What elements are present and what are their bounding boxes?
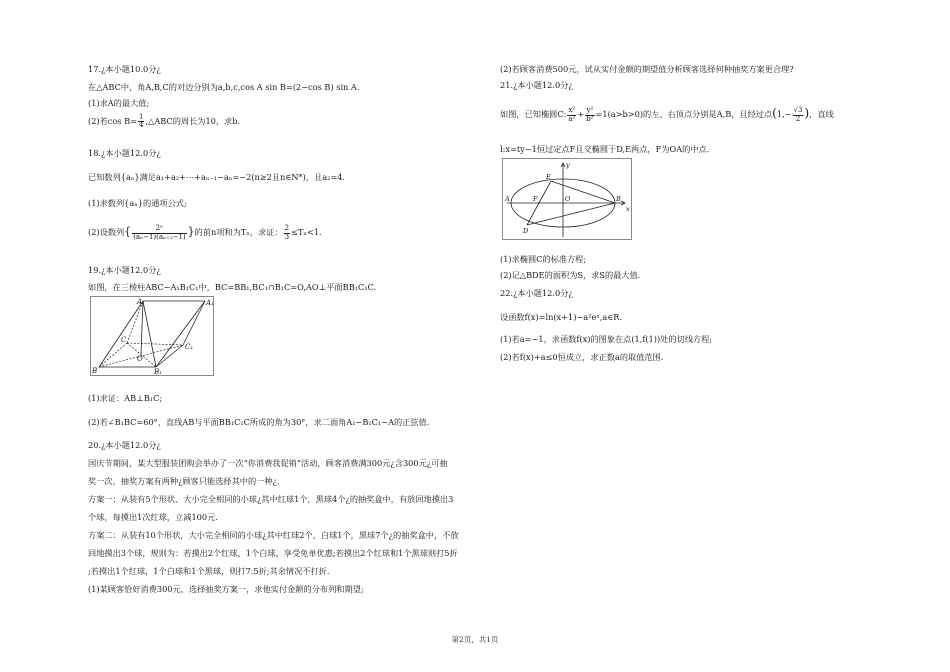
q18-heading: 18.¿本小题12.0分¿ bbox=[88, 148, 161, 158]
q20-line4: 个球，每摸出1次红球，立减100元. bbox=[88, 512, 218, 522]
line-d-b bbox=[527, 203, 615, 225]
q17-line3-b: ,△ABC的周长为10，求b. bbox=[145, 115, 241, 126]
q17-line2: (1)求A的最大值; bbox=[88, 98, 150, 108]
q22-line1: 设函数f(x)=ln(x+1)−a²eˣ,a∈R. bbox=[500, 312, 623, 322]
q21-frac-x-den: a² bbox=[568, 114, 576, 123]
q21-plus: + bbox=[577, 109, 585, 119]
q21-line2: l:x=ty−1恒过定点F且交椭圆于D,E两点，F为OA的中点. bbox=[500, 144, 710, 154]
q20-heading: 20.¿本小题12.0分¿ bbox=[88, 440, 161, 450]
q18-line3-c: ≤Tₙ<1. bbox=[291, 227, 322, 237]
q21-frac-sqrt bbox=[793, 107, 804, 123]
q20-line6: 回地摸出3个球，规则为：若摸出2个红球，1个白球，享受免单优惠;若摸出2个红球和1个黑球则打5折 bbox=[88, 548, 458, 558]
line-e-b bbox=[551, 181, 615, 203]
q19-line3: (2)若∠B₁BC=60°，直线AB与平面BB₁C₁C所成的角为30°，求二面角A₁−B₁C₁−A的正弦值. bbox=[88, 417, 430, 427]
q21-frac-x bbox=[567, 107, 576, 123]
q18-line1: 已知数列{aₙ}满足a₁+a₂+⋯+aₙ₋₁−aₙ=−2(n≥2且n∈N*)，且a₂=4. bbox=[88, 172, 346, 182]
edge-b1-a1 bbox=[156, 301, 205, 367]
q21-frac-sqrt-den: 2 bbox=[795, 114, 801, 123]
q20-line2: 奖一次，抽奖方案有两种¿顾客只能选择其中的一种¿. bbox=[88, 476, 280, 486]
q18-brace-open: { bbox=[124, 225, 132, 238]
q18-fraction bbox=[132, 225, 186, 241]
q17-heading: 17.¿本小题10.0分¿ bbox=[88, 64, 161, 74]
q17-line1: 在△ABC中，角A,B,C的对边分别为a,b,c,cos A sin B=(2−cos B) sin A. bbox=[88, 82, 360, 92]
q21-frac-y-num: y² bbox=[586, 106, 594, 115]
ellipse-diagram bbox=[503, 159, 631, 239]
q17-line3-a: (2)若cos B= bbox=[88, 115, 137, 126]
prism-diagram bbox=[91, 297, 213, 375]
q21-paren-close: ) bbox=[804, 106, 810, 120]
fig21-label-x: x bbox=[626, 205, 630, 213]
q18-fraction2 bbox=[284, 225, 290, 241]
q17-frac-den: 4 bbox=[138, 121, 144, 130]
q21-line1-g: 1,− bbox=[776, 109, 792, 119]
fig21-label-f: F bbox=[533, 195, 538, 203]
q21-line4: (2)记△BDE的面积为S，求S的最大值. bbox=[500, 270, 641, 280]
q21-frac-x-num: x² bbox=[568, 106, 576, 115]
label-b1: B₁ bbox=[154, 368, 162, 376]
q20-line1: 国庆节期间，某大型服装团购会举办了一次“你消费我促销”活动，顾客消费满300元¿含300元¿可抽 bbox=[88, 458, 448, 468]
label-b: B bbox=[92, 367, 98, 375]
edge-a-o bbox=[141, 301, 143, 354]
edge-c-c1 bbox=[127, 343, 183, 345]
q18-frac-den: (aₙ−1)(aₙ₊₁−1) bbox=[133, 232, 186, 241]
q17-fraction bbox=[138, 114, 144, 130]
q21-frac-sqrt-num: √3 bbox=[793, 106, 803, 115]
q19-line2: (1)求证：AB⊥B₁C; bbox=[88, 393, 163, 403]
q18-frac2-num: 2 bbox=[284, 224, 290, 233]
q21-line3: (1)求椭圆C的标准方程; bbox=[500, 254, 587, 264]
fig21-label-b: B bbox=[616, 195, 621, 203]
q20-line7: ;若摸出1个红球，1个白球和1个黑球，则打7.5折;其余情况不打折. bbox=[88, 566, 330, 576]
label-a: A bbox=[137, 298, 143, 306]
q21-line1-a: 如图，已知椭圆C: bbox=[500, 109, 567, 119]
q17-frac-num: 1 bbox=[138, 113, 144, 121]
q21-paren-open: ( bbox=[772, 106, 777, 120]
fig21-label-o: O bbox=[565, 195, 571, 203]
label-c1: C₁ bbox=[185, 343, 194, 351]
fig21-label-d: D bbox=[523, 227, 529, 235]
page-footer: 第2页，共1页 bbox=[451, 635, 499, 644]
q21-frac-y bbox=[585, 107, 594, 123]
q19-heading: 19.¿本小题12.0分¿ bbox=[88, 265, 161, 275]
q21-line1 bbox=[500, 106, 834, 123]
q20-line3: 方案一：从装有5个形状、大小完全相同的小球¿其中红球1个，黑球4个¿的抽奖盒中，有放回地摸出3 bbox=[88, 494, 454, 504]
q18-frac2-den: 3 bbox=[284, 232, 290, 241]
q21-line1-j: ，直线 bbox=[809, 109, 834, 119]
fig21-label-a: A bbox=[505, 195, 510, 203]
q20-line9: (2)若顾客消费500元，试从实付金额的期望值分析顾客选择何种抽奖方案更合理? bbox=[500, 64, 794, 74]
label-c: C bbox=[121, 336, 127, 344]
label-o: O bbox=[137, 355, 143, 363]
q22-line3: (2)若f(x)+a≤0恒成立，求正数a的取值范围. bbox=[500, 352, 664, 362]
q18-line3 bbox=[88, 225, 322, 241]
q18-line3-b: 的前n项和为Tₙ，求证： bbox=[194, 227, 283, 237]
edge-a1-c1 bbox=[183, 301, 205, 345]
edge-a-b1 bbox=[143, 301, 156, 367]
q20-line5: 方案二：从装有10个形状，大小完全相同的小球¿其中红球2个，白球1个，黑球7个¿的抽奖盒中，不放 bbox=[88, 530, 459, 540]
q22-heading: 22.¿本小题12.0分¿ bbox=[500, 288, 573, 298]
q18-line2: (1)求数列{aₙ}的通项公式; bbox=[88, 198, 187, 208]
q22-line2: (1)若a=−1，求函数f(x)的图象在点(1,f(1))处的切线方程; bbox=[500, 334, 713, 344]
ellipse-figure bbox=[502, 158, 632, 240]
q17-line3 bbox=[88, 114, 240, 130]
fig21-label-y: y bbox=[566, 161, 570, 169]
label-a1: A₁ bbox=[206, 299, 214, 307]
q19-line1: 如图，在三棱柱ABC−A₁B₁C₁中，BC=BB₁,BC₁∩B₁C=O,AO⊥平面BB₁C₁C. bbox=[88, 282, 377, 292]
fig21-label-e: E bbox=[546, 173, 551, 181]
q20-line8: (1)某顾客恰好消费300元，选择抽奖方案一，求他实付金额的分布列和期望; bbox=[88, 584, 364, 594]
q21-frac-y-den: b² bbox=[586, 114, 594, 123]
prism-figure bbox=[90, 296, 214, 376]
q21-line1-f: =1(a>b>0)的左、右顶点分别是A,B，且经过点 bbox=[595, 109, 773, 119]
q18-line3-a: (2)设数列 bbox=[88, 227, 125, 237]
q18-brace-close: } bbox=[187, 225, 195, 238]
q21-heading: 21.¿本小题12.0分¿ bbox=[500, 80, 573, 90]
q18-frac-num: 2ⁿ bbox=[132, 225, 186, 233]
